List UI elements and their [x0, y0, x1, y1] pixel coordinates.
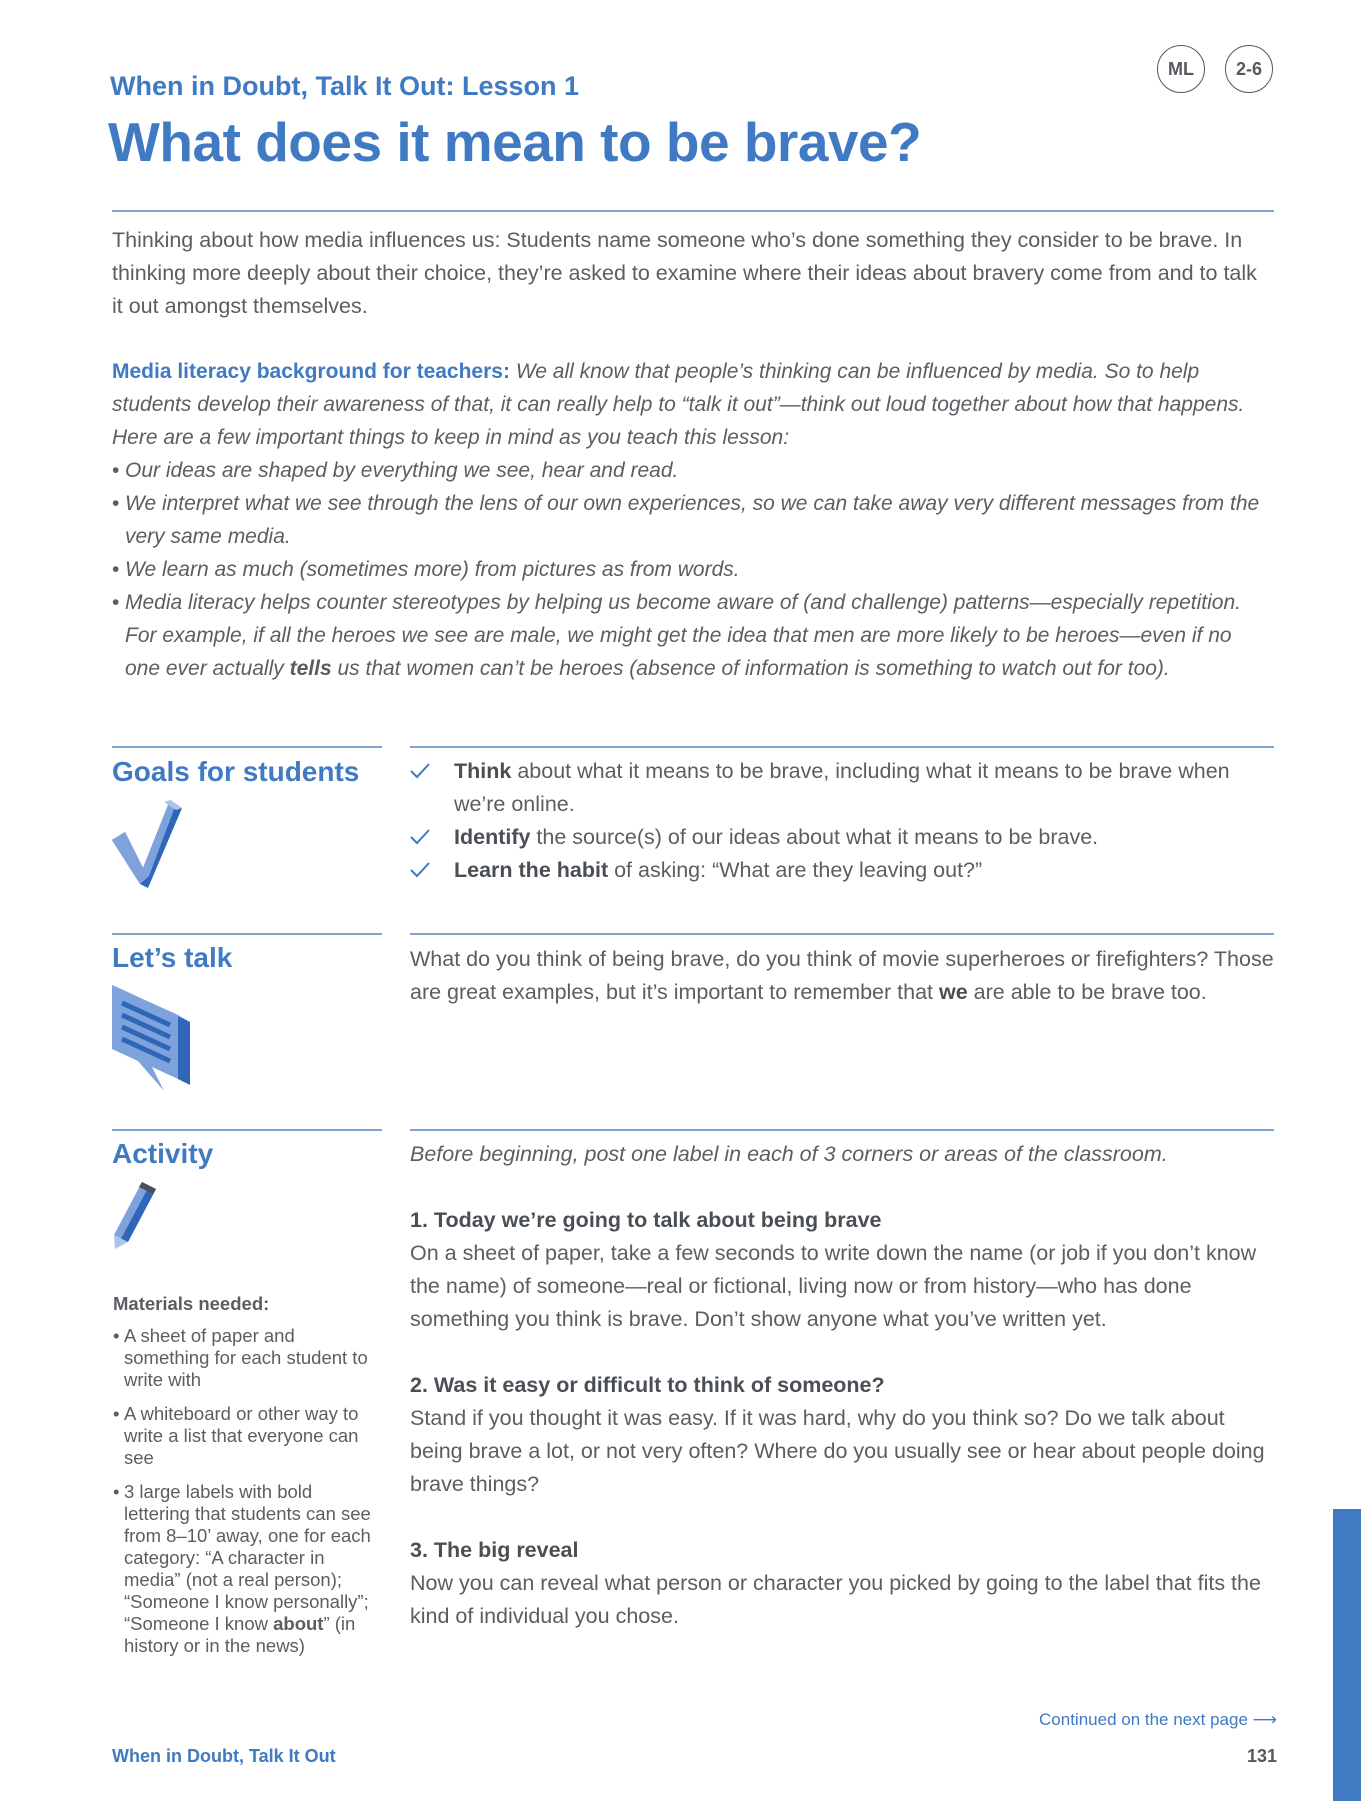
- talk-left-divider: [112, 933, 382, 935]
- continued-link[interactable]: Continued on the next page ⟶: [1039, 1710, 1277, 1729]
- media-bullet: [112, 586, 1272, 685]
- talk-text: What do you think of being brave, do you think of movie superheroes or firefighters? Those are great examples, but it’s important to remember that: [410, 947, 1274, 1004]
- materials-item-text: ” (in history or in the news): [124, 1613, 356, 1656]
- talk-heading: Let’s talk: [112, 942, 233, 973]
- materials-item: • A sheet of paper and something for each student to write with: [113, 1325, 383, 1391]
- check-icon: [410, 862, 430, 878]
- activity-body: [410, 1138, 1280, 1666]
- activity-heading: Activity: [112, 1138, 214, 1169]
- materials-item: [113, 1481, 383, 1657]
- goals-list: [410, 755, 1280, 887]
- media-bullet-emphasis: tells: [289, 657, 332, 680]
- step-body: On a sheet of paper, take a few seconds to write down the name (or job if you don’t know the name) of someone—real or fictional, living now or from history—who has done something you think is brave. Don’t show anyone what you’ve written yet.: [410, 1241, 1257, 1331]
- goal-item: [410, 854, 1280, 887]
- footer-title: When in Doubt, Talk It Out: [112, 1746, 336, 1766]
- activity-right-divider: [410, 1129, 1274, 1131]
- step-title: 1. Today we’re going to talk about being brave: [410, 1208, 882, 1232]
- materials-item-text: 3 large labels with bold lettering that students can see from 8–10’ away, one for each category: “A character in media” (not a real person); “Someone I know personally”; “Someone I know: [124, 1481, 371, 1634]
- goals-right-divider: [410, 746, 1274, 748]
- step-title: 2. Was it easy or difficult to think of someone?: [410, 1373, 885, 1397]
- media-background-lead: Media literacy background for teachers:: [112, 360, 510, 383]
- media-bullet-text: Media literacy helps counter stereotypes by helping us become aware of (and challenge) patterns—especially repetition. For example, if all the heroes we see are male, we might get the idea that men are more likely to be heroes—even if no one ever actually: [125, 591, 1241, 680]
- media-background-text: We all know that people’s thinking can be influenced by media. So to help students develop their awareness of that, it can really help to “talk it out”—think out loud together about how that happens. Here are a few important things to keep in mind as you teach this lesson:: [112, 360, 1245, 449]
- page-title: What does it mean to be brave?: [108, 111, 922, 173]
- lesson-kicker: When in Doubt, Talk It Out: Lesson 1: [110, 71, 579, 101]
- step-body: Now you can reveal what person or character you picked by going to the label that fits the kind of individual you chose.: [410, 1571, 1261, 1628]
- talk-right-divider: [410, 933, 1274, 935]
- media-bullet: • We interpret what we see through the lens of our own experiences, so we can take away very different messages from the very same media.: [112, 487, 1272, 553]
- goal-item: [410, 755, 1280, 821]
- materials-title: Materials needed:: [113, 1293, 270, 1314]
- step-title: 3. The big reveal: [410, 1538, 579, 1562]
- talk-paragraph: [410, 943, 1280, 1009]
- goal-text: about what it means to be brave, including what it means to be brave when we’re online.: [454, 759, 1230, 816]
- goal-text: the source(s) of our ideas about what it means to be brave.: [530, 825, 1099, 849]
- page-number: 131: [1246, 1746, 1277, 1766]
- intro-paragraph: Thinking about how media influences us: Students name someone who’s done something they consider to be brave. In thinking more deeply about their choice, they’re asked to examine where their ideas about bravery come from and to talk it out amongst themselves.: [112, 228, 1257, 318]
- goal-text: of asking: “What are they leaving out?”: [608, 858, 983, 882]
- media-background-paragraph: [112, 355, 1272, 454]
- speech-bubble-icon: [112, 985, 192, 1093]
- talk-emphasis: we: [939, 980, 968, 1004]
- materials-item-emphasis: about: [273, 1613, 324, 1634]
- level-badge: ML: [1157, 45, 1205, 93]
- activity-lead-in: Before beginning, post one label in each of 3 corners or areas of the classroom.: [410, 1142, 1168, 1166]
- media-bullet-text: us that women can’t be heroes (absence of information is something to watch out for too).: [331, 657, 1170, 680]
- check-icon: [410, 763, 430, 779]
- materials-list: [113, 1325, 383, 1657]
- checkmark-icon: [112, 800, 187, 892]
- pencil-icon: [112, 1182, 158, 1250]
- goal-keyword: Learn the habit: [454, 858, 609, 882]
- media-bullet: • Our ideas are shaped by everything we see, hear and read.: [112, 454, 1272, 487]
- title-divider: [112, 210, 1274, 212]
- media-bullet: • We learn as much (sometimes more) from pictures as from words.: [112, 553, 1272, 586]
- section-tab: [1333, 1509, 1361, 1801]
- goals-left-divider: [112, 746, 382, 748]
- check-icon: [410, 829, 430, 845]
- goal-item: [410, 821, 1280, 854]
- goals-heading: Goals for students: [112, 756, 360, 787]
- talk-text: are able to be brave too.: [967, 980, 1207, 1004]
- step-body: Stand if you thought it was easy. If it was hard, why do you think so? Do we talk about being brave a lot, or not very often? Where do you usually see or hear about people doing brave things?: [410, 1406, 1265, 1496]
- materials-box: [113, 1293, 383, 1669]
- activity-left-divider: [112, 1129, 382, 1131]
- goal-keyword: Think: [454, 759, 512, 783]
- media-background: [112, 355, 1272, 685]
- grade-badge: 2-6: [1225, 45, 1273, 93]
- goal-keyword: Identify: [454, 825, 531, 849]
- materials-item: • A whiteboard or other way to write a list that everyone can see: [113, 1403, 383, 1469]
